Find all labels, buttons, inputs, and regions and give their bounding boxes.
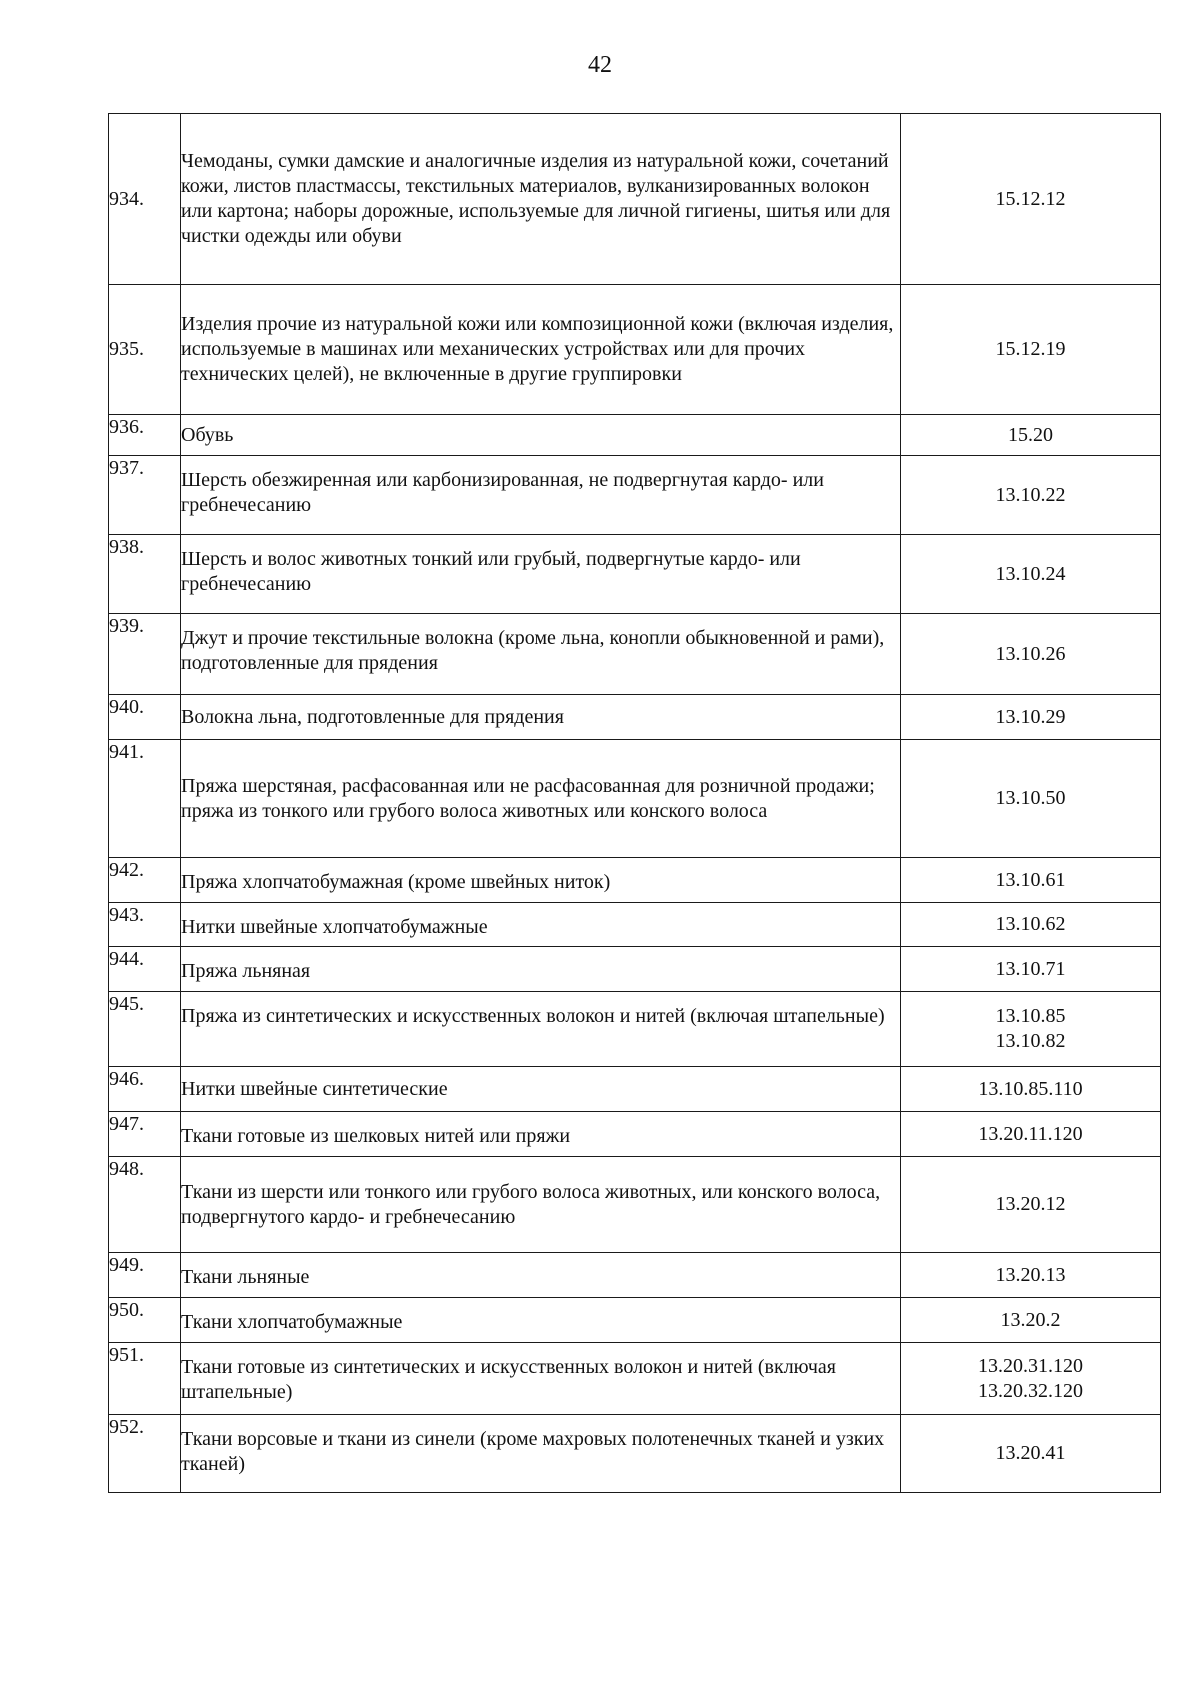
row-number: 948. [109,1157,181,1253]
row-number: 940. [109,695,181,740]
product-name: Нитки швейные синтетические [181,1067,901,1112]
okpd-code-cell [901,535,1161,614]
table-row [109,285,1161,415]
table-row [109,1067,1161,1112]
product-name: Изделия прочие из натуральной кожи или композиционной кожи (включая изделия, используемые в машинах или механических устройствах или для прочих технических целей), не включенные в другие группировки [181,285,901,415]
product-name: Пряжа хлопчатобумажная (кроме швейных ниток) [181,858,901,903]
row-number: 941. [109,740,181,858]
row-number: 942. [109,858,181,903]
okpd-code: 13.10.22 [995,483,1066,506]
table-row [109,1157,1161,1253]
row-number: 951. [109,1343,181,1415]
okpd-code-cell [901,1253,1161,1298]
okpd-code: 13.10.82 [995,1030,1066,1052]
row-number: 950. [109,1298,181,1343]
okpd-code: 13.10.26 [995,642,1066,665]
okpd-code: 13.10.85 [995,1005,1066,1027]
okpd-code-cell [901,858,1161,903]
table-row [109,1298,1161,1343]
okpd-code: 13.10.50 [995,787,1066,809]
okpd-code: 13.10.24 [995,562,1066,585]
row-number: 949. [109,1253,181,1298]
row-number: 952. [109,1415,181,1493]
row-number: 947. [109,1112,181,1157]
okpd-code-cell [901,456,1161,535]
product-name: Ткани готовые из шелковых нитей или пряжи [181,1112,901,1157]
okpd-code-cell [901,1067,1161,1112]
product-name: Волокна льна, подготовленные для прядения [181,695,901,740]
table-row [109,992,1161,1067]
row-number: 945. [109,992,181,1067]
okpd-code-cell [901,1112,1161,1157]
okpd-code-cell [901,903,1161,947]
product-name: Чемоданы, сумки дамские и аналогичные изделия из натуральной кожи, сочетаний кожи, листов пластмассы, текстильных материалов, вулканизированных волокон или картона; наборы дорожные, используемые для личной гигиены, шитья или для чистки одежды или обуви [181,114,901,285]
okpd-code-cell [901,1298,1161,1343]
row-number: 936. [109,415,181,456]
table-row [109,415,1161,456]
table-row [109,858,1161,903]
okpd-code-cell [901,1157,1161,1253]
okpd-code-cell [901,947,1161,992]
product-name: Ткани хлопчатобумажные [181,1298,901,1343]
okpd-code: 13.20.13 [995,1263,1066,1286]
row-number: 937. [109,456,181,535]
okpd-code: 15.12.12 [995,187,1066,210]
okpd-code: 13.20.2 [1000,1308,1061,1331]
okpd-code: 13.10.61 [995,868,1066,891]
table-row [109,695,1161,740]
okpd-code-cell [901,1415,1161,1493]
product-name: Ткани из шерсти или тонкого или грубого волоса животных, или конского волоса, подвергнутого кардо- и гребнечесанию [181,1157,901,1253]
table-row [109,535,1161,614]
product-name: Обувь [181,415,901,456]
table-body [109,114,1161,1493]
okpd-code-cell [901,614,1161,695]
okpd-code: 13.20.32.120 [978,1379,1083,1402]
okpd-code: 13.10.62 [995,913,1066,935]
product-name: Шерсть обезжиренная или карбонизированная, не подвергнутая кардо- или гребнечесанию [181,456,901,535]
row-number: 946. [109,1067,181,1112]
table-row [109,114,1161,285]
product-name: Шерсть и волос животных тонкий или грубый, подвергнутые кардо- или гребнечесанию [181,535,901,614]
product-name: Пряжа шерстяная, расфасованная или не расфасованная для розничной продажи; пряжа из тонкого или грубого волоса животных или конского волоса [181,740,901,858]
okpd-code-cell [901,415,1161,456]
okpd-code: 13.20.11.120 [978,1122,1083,1145]
okpd-code-cell [901,285,1161,415]
product-name: Ткани ворсовые и ткани из синели (кроме махровых полотенечных тканей и узких тканей) [181,1415,901,1493]
table-row [109,1112,1161,1157]
okpd-code: 15.20 [1008,423,1053,446]
okpd-code: 13.20.12 [995,1193,1066,1215]
okpd-code: 13.20.31.120 [978,1354,1083,1377]
product-name: Нитки швейные хлопчатобумажные [181,903,901,947]
okpd-code-cell [901,992,1161,1067]
row-number: 938. [109,535,181,614]
okpd-code-cell [901,1343,1161,1415]
table-row [109,1253,1161,1298]
okpd-code-cell [901,740,1161,858]
okpd-code: 15.12.19 [995,338,1066,360]
table-row [109,456,1161,535]
table-row [109,740,1161,858]
product-name: Ткани готовые из синтетических и искусственных волокон и нитей (включая штапельные) [181,1343,901,1415]
product-name: Пряжа льняная [181,947,901,992]
product-name: Пряжа из синтетических и искусственных волокон и нитей (включая штапельные) [181,992,901,1067]
okpd-code-cell [901,114,1161,285]
classification-table [108,113,1161,1493]
okpd-code: 13.20.41 [995,1442,1066,1464]
row-number: 939. [109,614,181,695]
okpd-code: 13.10.71 [995,957,1066,980]
table-row [109,1343,1161,1415]
row-number: 934. [109,114,181,285]
okpd-code: 13.10.29 [995,705,1066,728]
product-name: Ткани льняные [181,1253,901,1298]
table-row [109,947,1161,992]
row-number: 935. [109,285,181,415]
table-row [109,903,1161,947]
okpd-code-cell [901,695,1161,740]
product-name: Джут и прочие текстильные волокна (кроме льна, конопли обыкновенной и рами), подготовленные для прядения [181,614,901,695]
table-row [109,614,1161,695]
table-row [109,1415,1161,1493]
page-number: 42 [588,52,612,78]
row-number: 944. [109,947,181,992]
okpd-code: 13.10.85.110 [978,1077,1083,1100]
row-number: 943. [109,903,181,947]
